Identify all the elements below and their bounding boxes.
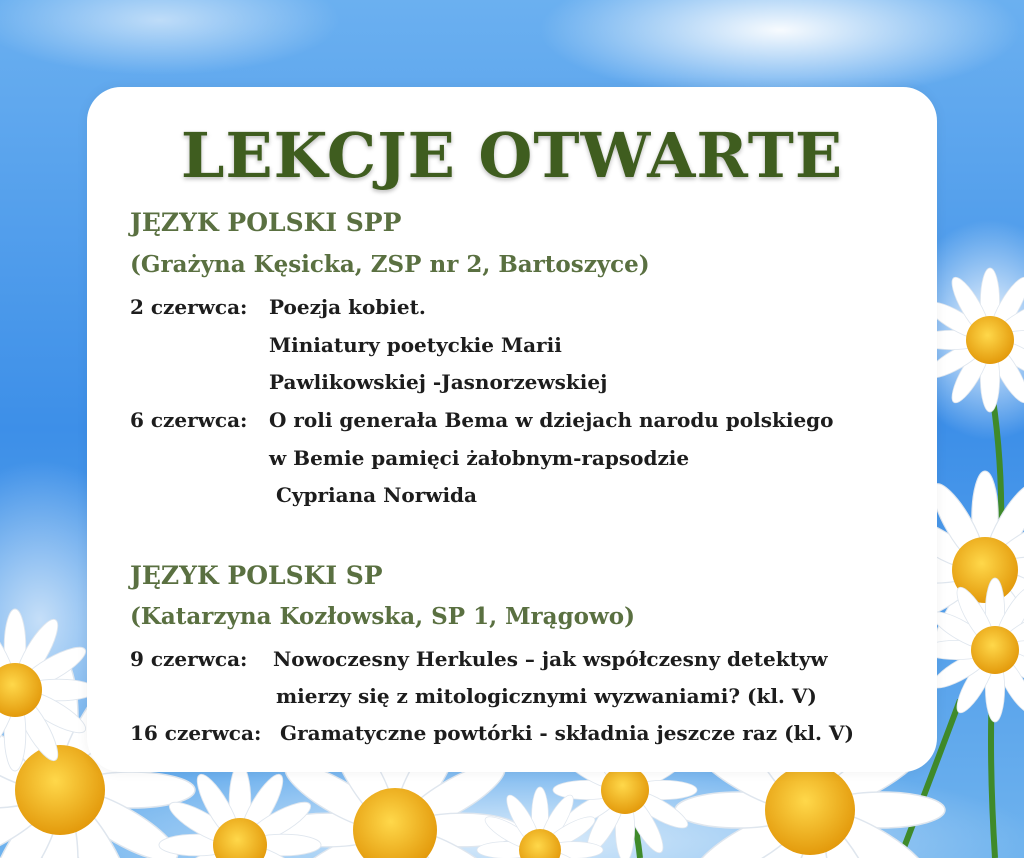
section1-heading: JĘZYK POLSKI SPP bbox=[130, 208, 402, 237]
section1-teacher: (Grażyna Kęsicka, ZSP nr 2, Bartoszyce) bbox=[130, 251, 650, 278]
lesson-date: 6 czerwca: bbox=[130, 408, 248, 432]
lesson-text: O roli generała Bema w dziejach narodu polskiego bbox=[269, 408, 834, 432]
info-card bbox=[87, 87, 937, 772]
lesson-text: Gramatyczne powtórki - składnia jeszcze raz (kl. V) bbox=[280, 721, 854, 745]
lesson-text: Nowoczesny Herkules – jak współczesny detektyw bbox=[273, 647, 828, 671]
section2-heading: JĘZYK POLSKI SP bbox=[130, 561, 383, 590]
lesson-date: 16 czerwca: bbox=[130, 721, 262, 745]
lesson-date: 2 czerwca: bbox=[130, 295, 248, 319]
lesson-text: w Bemie pamięci żałobnym-rapsodzie bbox=[269, 446, 690, 470]
lesson-date: 9 czerwca: bbox=[130, 647, 248, 671]
lesson-text: Pawlikowskiej -Jasnorzewskiej bbox=[269, 370, 608, 394]
lesson-text: Cypriana Norwida bbox=[276, 483, 477, 507]
section2-teacher: (Katarzyna Kozłowska, SP 1, Mrągowo) bbox=[130, 603, 636, 630]
page-title: LEKCJE OTWARTE bbox=[180, 119, 844, 192]
lesson-text: Poezja kobiet. bbox=[269, 295, 426, 319]
lesson-text: Miniatury poetyckie Marii bbox=[269, 333, 562, 357]
lesson-text: mierzy się z mitologicznymi wyzwaniami? (kl. V) bbox=[276, 684, 817, 708]
